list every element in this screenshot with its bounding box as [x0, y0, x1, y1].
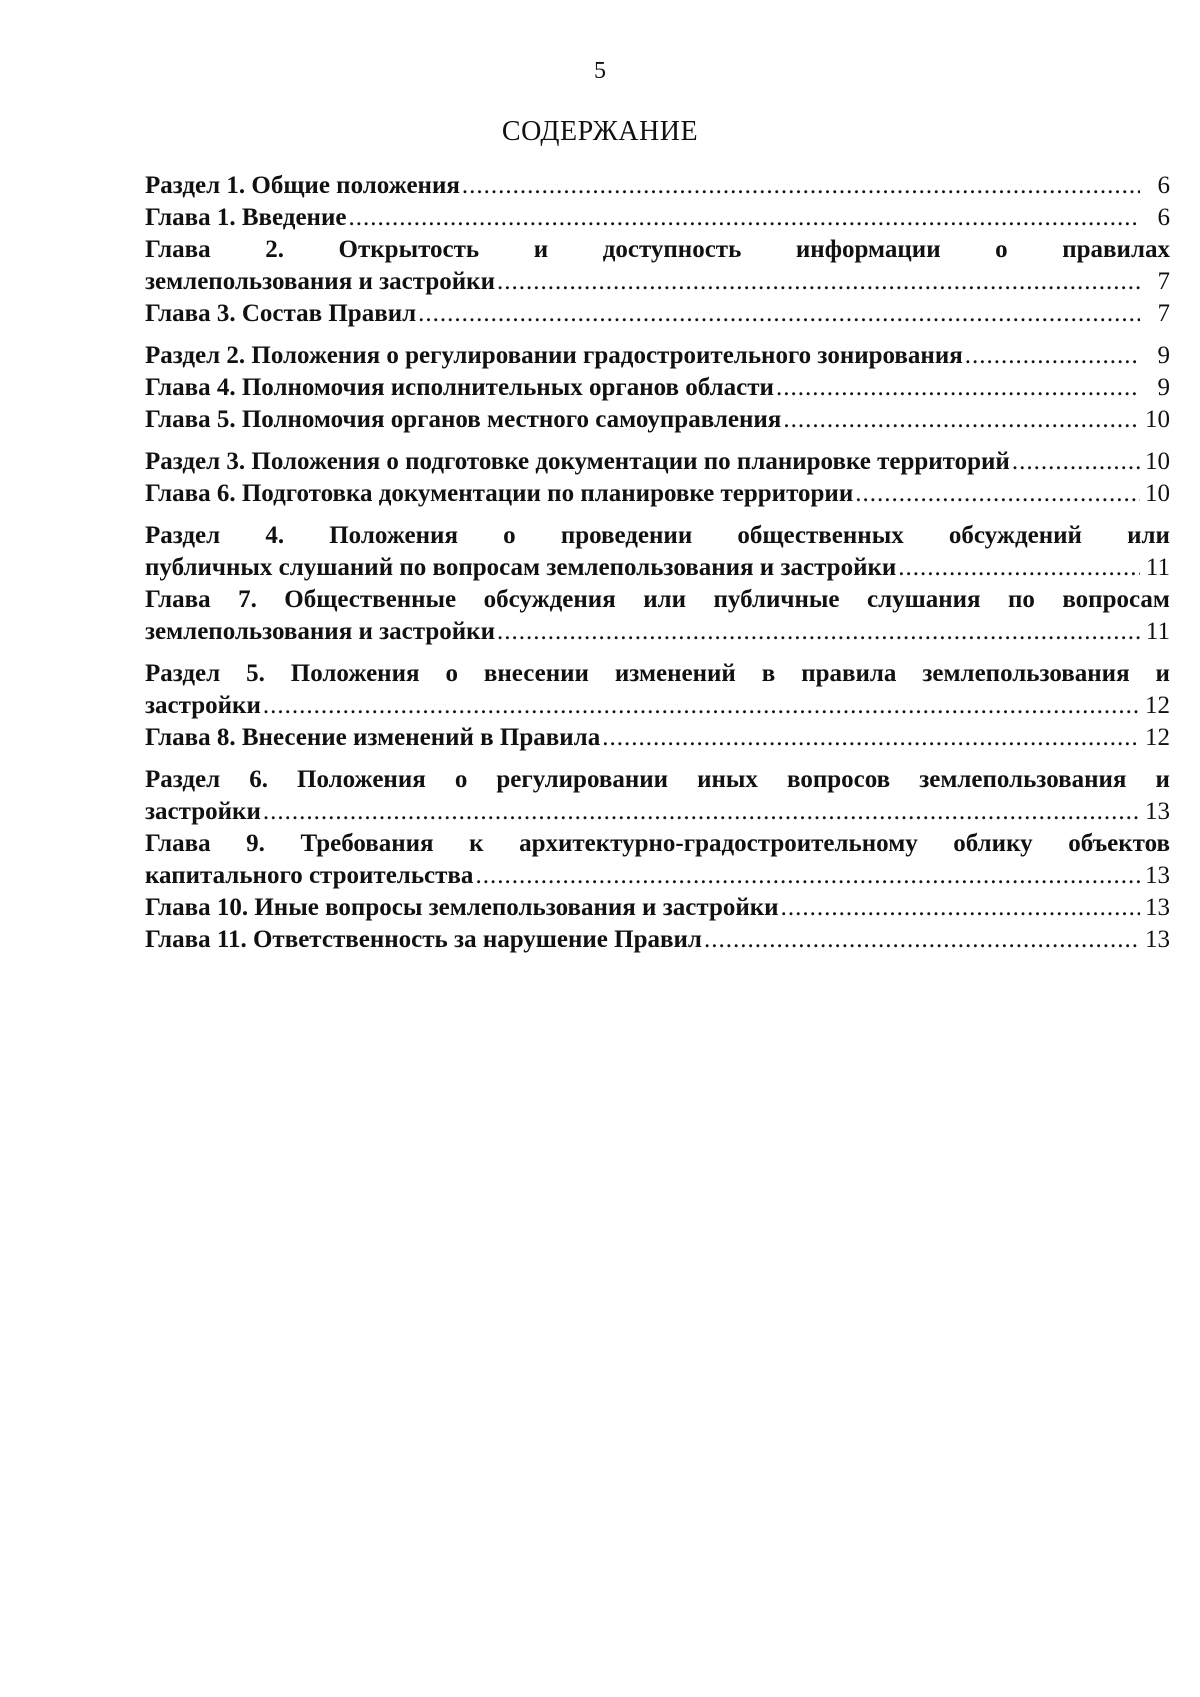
toc-entry-title: Глава 10. Иные вопросы землепользования и застройки: [145, 894, 779, 921]
toc-entry-word: к: [469, 830, 484, 857]
toc-entry-word: Общественные: [284, 586, 457, 613]
toc-entry-line: [145, 478, 1170, 510]
toc-entry-chapter-1[interactable]: [145, 202, 1170, 234]
toc-entry-section-4[interactable]: [145, 520, 1170, 584]
toc-entry-title: Глава 4. Полномочия исполнительных органов области: [145, 374, 774, 401]
toc-entry-title-line: [145, 764, 1170, 796]
toc-entry-title: Глава 11. Ответственность за нарушение Правил: [145, 926, 702, 953]
toc-entry-word: облику: [953, 830, 1033, 857]
toc-entry-word: общественных: [737, 522, 904, 549]
toc-entry-line: [145, 924, 1170, 956]
toc-entry-title-line: [145, 234, 1170, 266]
toc-entry-word: Раздел: [145, 522, 221, 549]
toc-entry-page-number: 13: [1145, 798, 1170, 825]
toc-entry-page-number: 6: [1157, 172, 1170, 199]
toc-entry-word: Глава: [145, 236, 211, 263]
toc-entry-line: [145, 266, 1170, 298]
table-of-contents: [145, 170, 1170, 956]
toc-entry-line: [145, 404, 1170, 436]
toc-dot-leader: [263, 690, 1140, 722]
toc-entry-word: 7.: [238, 586, 257, 613]
toc-entry-chapter-10[interactable]: [145, 892, 1170, 924]
toc-entry-title: Глава 5. Полномочия органов местного самоуправления: [145, 406, 782, 433]
toc-dot-leader: [704, 924, 1140, 956]
toc-entry-section-3[interactable]: [145, 446, 1170, 478]
toc-entry-word: правила: [801, 660, 897, 687]
toc-entry-section-1[interactable]: [145, 170, 1170, 202]
toc-entry-title: Раздел 1. Общие положения: [145, 172, 460, 199]
toc-entry-word: Требования: [300, 830, 434, 857]
toc-entry-section-2[interactable]: [145, 340, 1170, 372]
toc-entry-chapter-6[interactable]: [145, 478, 1170, 510]
toc-entry-chapter-8[interactable]: [145, 722, 1170, 754]
toc-entry-page-number: 6: [1157, 204, 1170, 231]
toc-entry-line: [145, 298, 1170, 330]
toc-entry-word: о: [503, 522, 516, 549]
toc-entry-line: [145, 552, 1170, 584]
toc-entry-line: [145, 446, 1170, 478]
toc-entry-word: Глава: [145, 830, 211, 857]
toc-entry-title: Глава 3. Состав Правил: [145, 300, 417, 327]
toc-entry-title-line: [145, 658, 1170, 690]
toc-entry-word: 6.: [249, 766, 268, 793]
toc-entry-word: информации: [795, 236, 941, 263]
toc-entry-title: публичных слушаний по вопросам землепользования и застройки: [145, 554, 897, 581]
toc-entry-word: объектов: [1068, 830, 1170, 857]
toc-entry-page-number: 9: [1157, 342, 1170, 369]
toc-entry-word: 5.: [246, 660, 265, 687]
toc-entry-title: землепользования и застройки: [145, 268, 495, 295]
toc-entry-word: 2.: [265, 236, 284, 263]
toc-entry-word: Положения: [290, 660, 420, 687]
toc-entry-page-number: 13: [1145, 862, 1170, 889]
toc-entry-word: публичные: [713, 586, 840, 613]
toc-entry-title: землепользования и застройки: [145, 618, 495, 645]
toc-entry-line: [145, 722, 1170, 754]
toc-entry-chapter-11[interactable]: [145, 924, 1170, 956]
toc-entry-chapter-7[interactable]: [145, 584, 1170, 648]
toc-entry-page-number: 7: [1157, 268, 1170, 295]
toc-entry-word: обсуждения: [483, 586, 616, 613]
toc-entry-chapter-5[interactable]: [145, 404, 1170, 436]
toc-entry-word: по: [1007, 586, 1035, 613]
toc-entry-word: 9.: [246, 830, 265, 857]
toc-entry-word: о: [995, 236, 1008, 263]
toc-entry-word: архитектурно-градостроительному: [519, 830, 918, 857]
toc-entry-word: о: [454, 766, 468, 793]
toc-entry-title-line: [145, 584, 1170, 616]
toc-entry-title: застройки: [145, 798, 261, 825]
toc-entry-page-number: 11: [1145, 554, 1170, 581]
toc-entry-title: капитального строительства: [145, 862, 474, 889]
toc-entry-title: Глава 1. Введение: [145, 204, 347, 231]
toc-dot-leader: [783, 404, 1140, 436]
toc-dot-leader: [1012, 446, 1140, 478]
toc-entry-title: Раздел 2. Положения о регулировании градостроительного зонирования: [145, 342, 963, 369]
toc-entry-word: и: [533, 236, 549, 263]
toc-entry-line: [145, 372, 1170, 404]
toc-entry-title: Раздел 3. Положения о подготовке документации по планировке территорий: [145, 448, 1010, 475]
toc-entry-page-number: 12: [1145, 724, 1170, 751]
toc-dot-leader: [348, 202, 1140, 234]
toc-entry-section-5[interactable]: [145, 658, 1170, 722]
toc-entry-word: или: [1127, 522, 1170, 549]
toc-entry-line: [145, 616, 1170, 648]
toc-entry-word: слушания: [866, 586, 981, 613]
toc-entry-word: Раздел: [145, 660, 221, 687]
toc-entry-word: о: [445, 660, 458, 687]
toc-entry-word: землепользования: [919, 766, 1127, 793]
toc-title: СОДЕРЖАНИЕ: [501, 116, 699, 147]
toc-entry-word: иных: [697, 766, 758, 793]
toc-dot-leader: [475, 860, 1140, 892]
toc-entry-page-number: 11: [1145, 618, 1170, 645]
toc-entry-word: вопросам: [1062, 586, 1170, 613]
toc-entry-section-6[interactable]: [145, 764, 1170, 828]
toc-entry-word: регулировании: [496, 766, 669, 793]
toc-entry-word: проведении: [560, 522, 693, 549]
toc-entry-page-number: 10: [1145, 406, 1170, 433]
toc-dot-leader: [497, 266, 1140, 298]
toc-entry-page-number: 13: [1145, 894, 1170, 921]
toc-entry-line: [145, 170, 1170, 202]
toc-entry-word: 4.: [265, 522, 285, 549]
toc-entry-word: обсуждений: [948, 522, 1082, 549]
toc-entry-title: застройки: [145, 692, 261, 719]
toc-dot-leader: [781, 892, 1140, 924]
toc-entry-page-number: 12: [1145, 692, 1170, 719]
toc-dot-leader: [462, 170, 1140, 202]
toc-entry-line: [145, 796, 1170, 828]
toc-entry-page-number: 13: [1145, 926, 1170, 953]
toc-entry-chapter-2[interactable]: [145, 234, 1170, 298]
toc-entry-word: и: [1155, 766, 1170, 793]
toc-dot-leader: [497, 616, 1140, 648]
toc-entry-word: Положения: [297, 766, 426, 793]
toc-entry-chapter-9[interactable]: [145, 828, 1170, 892]
toc-entry-word: Раздел: [145, 766, 221, 793]
toc-entry-title: Глава 6. Подготовка документации по планировке территории: [145, 480, 854, 507]
toc-entry-line: [145, 690, 1170, 722]
page-number: 5: [594, 58, 606, 84]
toc-dot-leader: [965, 340, 1140, 372]
toc-entry-line: [145, 860, 1170, 892]
toc-entry-word: Открытость: [338, 236, 480, 263]
toc-dot-leader: [855, 478, 1140, 510]
toc-dot-leader: [602, 722, 1140, 754]
toc-entry-word: правилах: [1062, 236, 1170, 263]
toc-entry-page-number: 10: [1145, 448, 1170, 475]
toc-entry-title-line: [145, 828, 1170, 860]
toc-dot-leader: [263, 796, 1140, 828]
toc-entry-line: [145, 340, 1170, 372]
toc-entry-word: или: [643, 586, 687, 613]
toc-entry-line: [145, 892, 1170, 924]
toc-dot-leader: [898, 552, 1140, 584]
toc-entry-word: вопросов: [787, 766, 891, 793]
toc-entry-word: Положения: [329, 522, 458, 549]
toc-entry-word: внесении: [483, 660, 589, 687]
toc-entry-word: и: [1155, 660, 1170, 687]
toc-entry-word: землепользования: [922, 660, 1130, 687]
toc-entry-word: изменений: [614, 660, 736, 687]
toc-entry-word: Глава: [145, 586, 211, 613]
toc-entry-page-number: 10: [1145, 480, 1170, 507]
toc-dot-leader: [418, 298, 1140, 330]
toc-entry-chapter-3[interactable]: [145, 298, 1170, 330]
toc-entry-word: доступность: [602, 236, 742, 263]
toc-entry-line: [145, 202, 1170, 234]
toc-dot-leader: [776, 372, 1140, 404]
toc-entry-title: Глава 8. Внесение изменений в Правила: [145, 724, 601, 751]
toc-entry-chapter-4[interactable]: [145, 372, 1170, 404]
toc-entry-title-line: [145, 520, 1170, 552]
toc-entry-word: в: [761, 660, 776, 687]
toc-entry-page-number: 7: [1157, 300, 1170, 327]
toc-entry-page-number: 9: [1157, 374, 1170, 401]
